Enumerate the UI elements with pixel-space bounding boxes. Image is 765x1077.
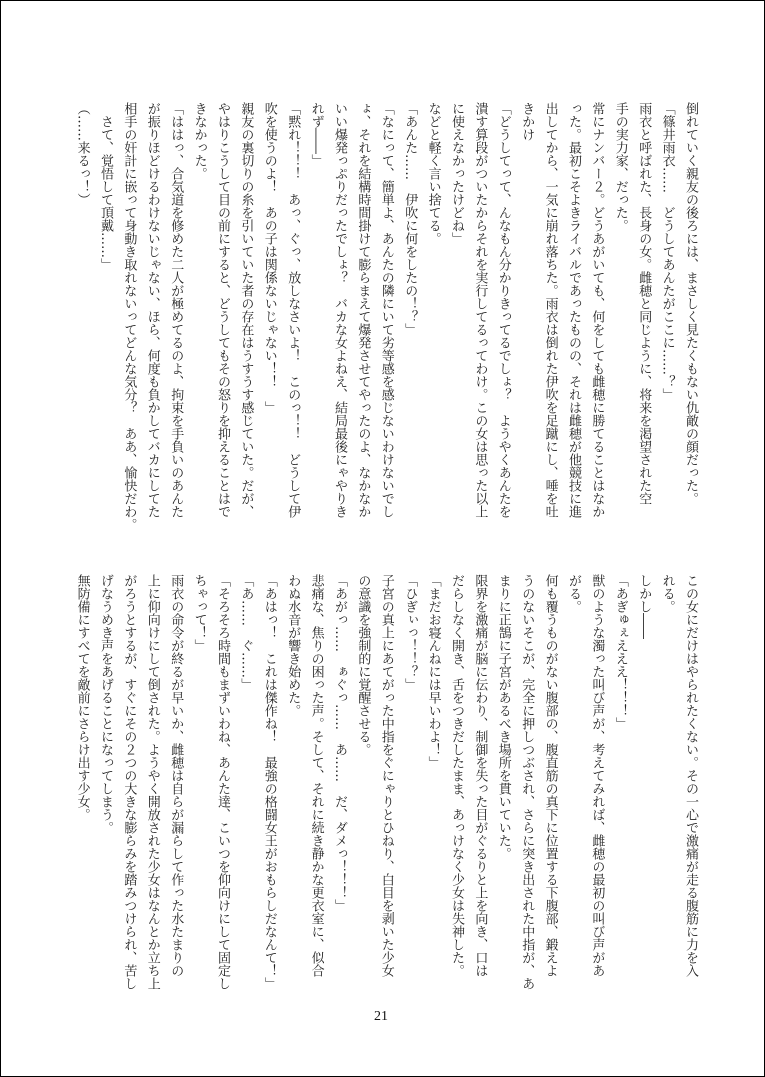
text-column: 「あはっ！ これは傑作ね！ 最強の格闘女王がおもらしだなんて！」 — [261, 574, 277, 990]
text-column: ちゃって！」 — [191, 574, 207, 652]
text-column: 獣のような濁った叫び声が、考えてみれば、雌穂の最初の叫び声があ — [589, 574, 605, 977]
text-column: 限界を激痛が脳に伝わり、制御を失った目がぐるりと上を向き、口は — [472, 574, 488, 977]
text-column: 相手の奸計に嵌って身動き取れないってどんな気分？ ああ、愉快だわ。 — [121, 102, 137, 531]
text-column: わぬ水音が響き始めた。 — [285, 574, 301, 717]
text-column: 「まだお寝んねには早いわよ！」 — [425, 574, 441, 769]
text-column: 潰す算段がついたからそれを実行してるってわけ。この女は思った以上 — [472, 102, 488, 518]
text-column: がる。 — [566, 574, 581, 613]
text-column: やはりこうして目の前にすると、どうしてもその怒りを抑えることはで — [215, 102, 230, 518]
text-column: 子宮の真上にあてがった中指をぐにゃりとひねり、白目を剥いた少女 — [378, 574, 394, 977]
text-column: 「黙れ！！！ あっ、ぐっ、放しなさいよ！ このっ！！ どうして伊 — [285, 102, 301, 518]
text-column: 「あがっ…… ぁぐっ…… あ…… だ、ダメっ！！！」 — [332, 574, 347, 912]
text-column: まりに正鵠に子宮があるべき場所を貫いていた。 — [495, 574, 511, 860]
text-column: この女にだけはやられたくない。その一心で激痛が走る腹筋に力を入 — [683, 574, 698, 977]
text-column: 無防備にすべてを敵前にさらけ出す少女。 — [74, 574, 90, 821]
text-column: に使えなかったけどね」 — [449, 102, 464, 245]
text-column: しかし―― — [636, 574, 652, 639]
text-column: 「ははっ、合気道を修めた二人が極めてるのよ、拘束を手負いのあんた — [168, 102, 184, 518]
text-column: 「そろそろ時間もまずいわね、あんた達、こいつを仰向けにして固定し — [215, 574, 230, 990]
text-column: の意識を強制的に覚醒させる。 — [355, 574, 371, 756]
text-column: 「あんた…… 伊吹に何をしたの！？」 — [402, 102, 418, 336]
text-column: 出してから、一気に崩れ落ちた。雨衣は倒れた伊吹を足蹴にし、唾を吐 — [542, 102, 558, 518]
text-column: 「どうしてって、んなもん分かりきってるでしょ？ ようやくあんたを — [495, 102, 511, 518]
text-column: った。最初こそよきライバルであったものの、それは雌穂が他競技に進 — [566, 102, 581, 518]
text-column: （……来るっ！） — [74, 102, 90, 206]
text-column: さて、覚悟して頂戴……」 — [98, 102, 113, 271]
text-column: 常にナンバー２。どうあがいても、何をしても雌穂に勝てることはなか — [589, 102, 605, 518]
text-column: 吹を使うのよ！ あの子は関係ないじゃない！！ 」 — [261, 102, 277, 414]
text-column: きなかった。 — [191, 102, 207, 180]
text-column: きかけ — [519, 102, 535, 141]
text-column: 倒れていく親友の後ろには、まさしく見たくもない仇敵の顔だった。 — [683, 102, 698, 505]
text-column: 雨衣と呼ばれた、長身の女。雌穂と同じように、将来を渇望された空 — [636, 102, 652, 505]
text-column: がろうとするが、すぐにその２つの大きな膨らみを踏みつけられ、苦し — [121, 574, 137, 990]
text-column: だらしなく開き、舌をつきだしたまま、あっけなく少女は失神した。 — [449, 574, 464, 977]
text-column: 「ひぎぃっ！！？」 — [402, 574, 418, 691]
text-column: 手の実力家、だった。 — [612, 102, 628, 232]
text-column: 「あ…… ぐ……」 — [238, 574, 254, 691]
text-column: うのないそこが、完全に押しつぶされ、さらに突き出された中指が、あ — [519, 574, 535, 990]
text-column: 悲痛な、焦りの困った声。そして、それに続き静かな更衣室に、似合 — [308, 574, 324, 977]
text-column: が振りほどけるわけないじゃない、ほら、何度も負かしてバカにしてた — [144, 102, 160, 518]
text-column: いい爆発っぷりだったでしょ？ バカな女よねえ、結局最後にゃやりき — [332, 102, 347, 518]
text-column: れず――」 — [308, 102, 324, 167]
text-column: 親友の裏切りの糸を引いていた者の存在はうすうす感じていた。だが、 — [238, 102, 254, 518]
text-column: 雨衣の命令が終るが早いか、雌穂は自らが漏らして作った水たまりの — [168, 574, 184, 977]
text-column: 何も覆うものがない腹部の、腹直筋の真下に位置する下腹部、鍛えよ — [542, 574, 558, 977]
text-column: げなうめき声をあげることになってしまう。 — [98, 574, 113, 834]
text-column: などと軽く言い捨てる。 — [425, 102, 441, 245]
text-column: 「なにって、簡単よ、あんたの隣にいて劣等感を感じないわけないでし — [378, 102, 394, 518]
text-column: 「あぎゅぇえええ！！！」 — [612, 574, 628, 730]
text-column: ょ、それを結構時間掛けて膨らまえて爆発させてやったのよ、なかなか — [355, 102, 371, 518]
text-column: 上に仰向けにして倒された。ようやく開放された少女はなんとか立ち上 — [144, 574, 160, 990]
text-column: 「篠井雨衣…… どうしてあんたがここに……？」 — [659, 102, 675, 401]
text-column: れる。 — [659, 574, 675, 613]
page-number: 21 — [374, 1009, 388, 1024]
